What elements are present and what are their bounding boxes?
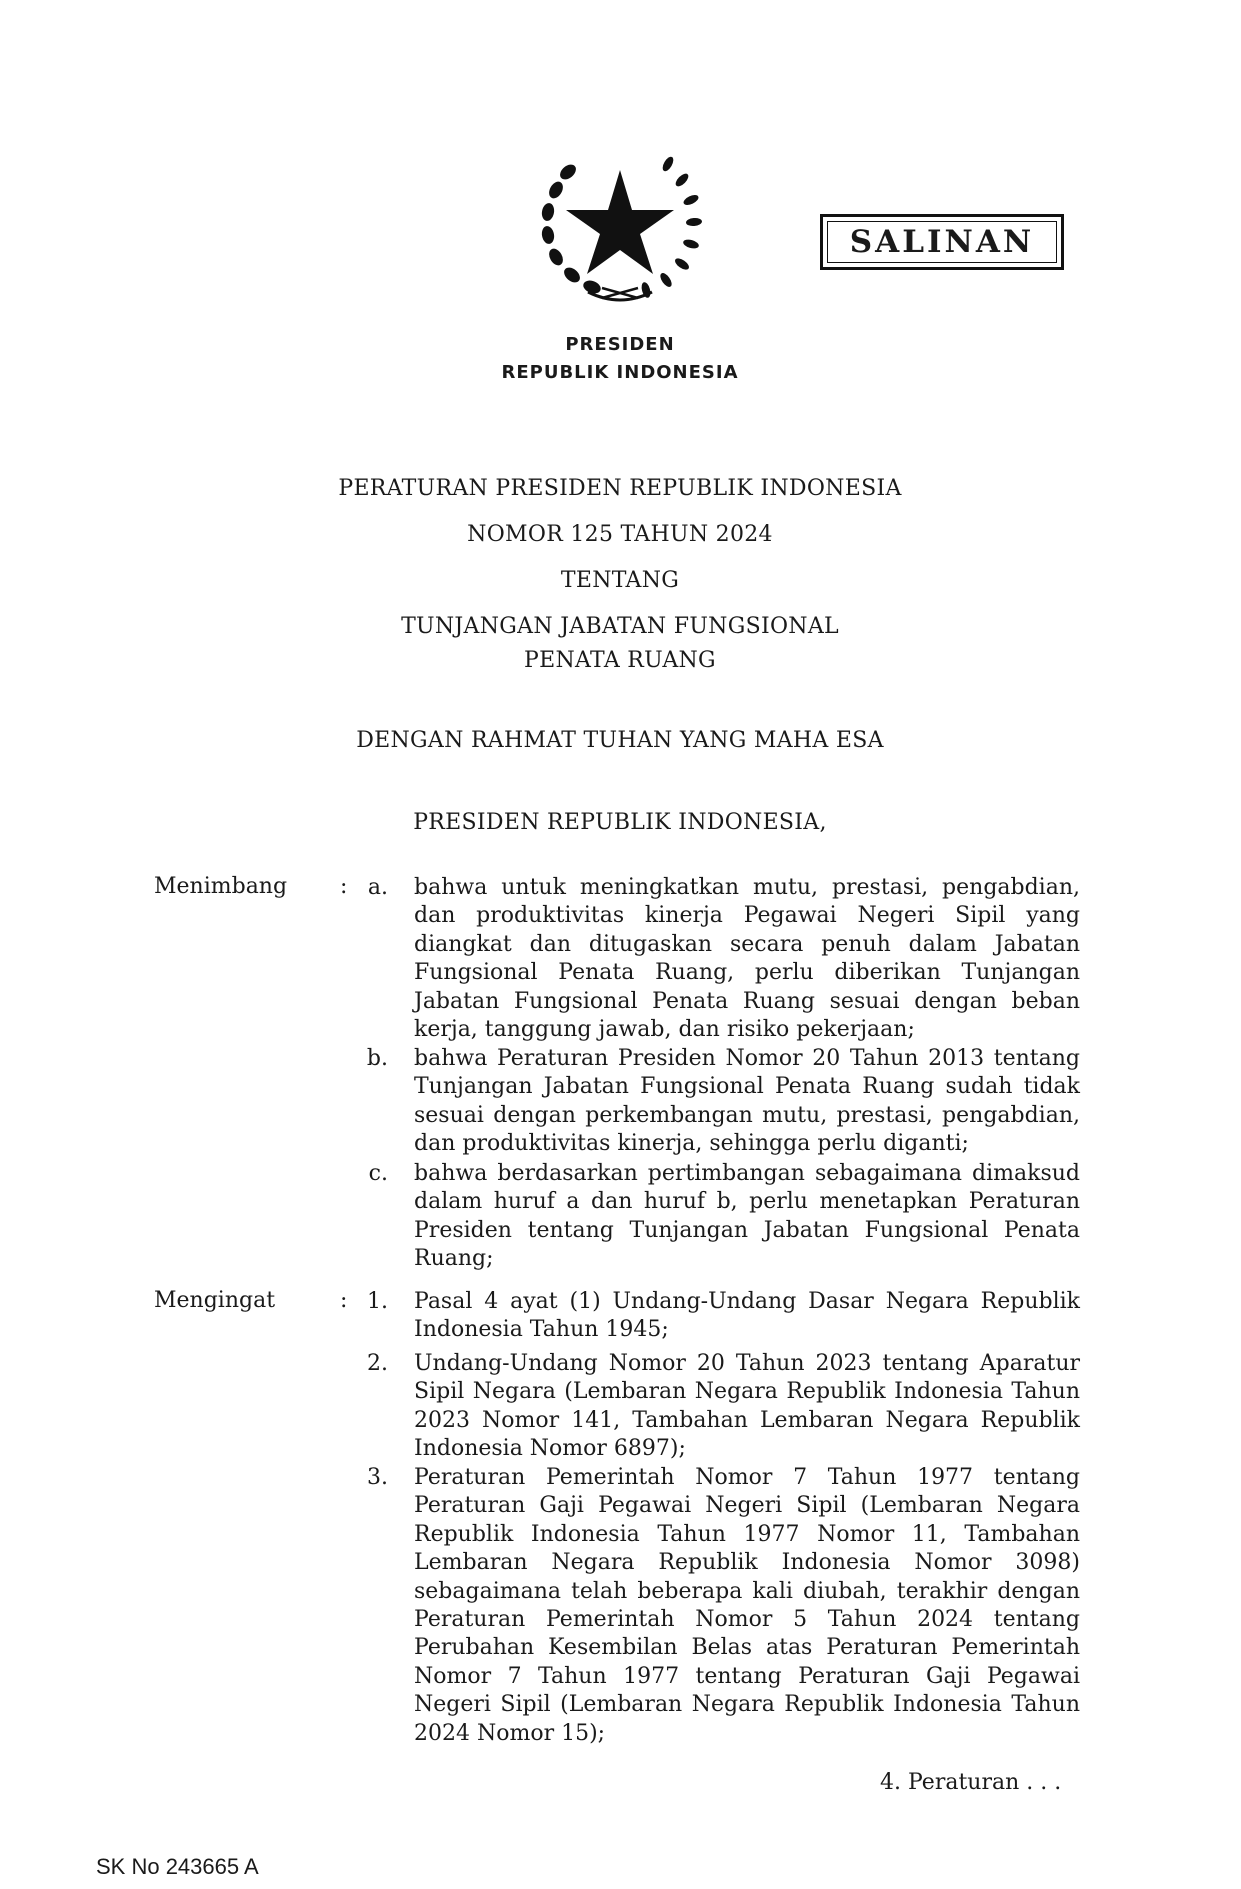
menimbang-item-a: [362, 874, 1080, 1044]
menimbang-item-c: [362, 1160, 1080, 1274]
emblem-label-presiden: PRESIDEN: [565, 334, 675, 355]
mengingat-item-3: [362, 1464, 1080, 1748]
item-marker: 2.: [367, 1351, 388, 1376]
menimbang-item-b: [362, 1045, 1080, 1159]
item-marker: c.: [368, 1161, 388, 1186]
menimbang-label: Menimbang: [154, 874, 288, 899]
item-marker: 3.: [367, 1465, 388, 1490]
title-line-2: NOMOR 125 TAHUN 2024: [467, 522, 773, 547]
title-line-4: TUNJANGAN JABATAN FUNGSIONAL: [401, 614, 839, 639]
item-text: Peraturan Pemerintah Nomor 7 Tahun 1977 tentang Peraturan Gaji Pegawai Negeri Sipil (Lembaran Negara Republik Indonesia Tahun 1977 Nomor 11, Tambahan Lembaran Negara Republik Indonesia Nomor 3098) sebagaimana telah beberapa kali diubah, terakhir dengan Peraturan Pemerintah Nomor 5 Tahun 2024 tentang Perubahan Kesembilan Belas atas Peraturan Pemerintah Nomor 7 Tahun 1977 tentang Peraturan Gaji Pegawai Negeri Sipil (Lembaran Negara Republik Indonesia Tahun 2024 Nomor 15);: [414, 1465, 1080, 1746]
item-text: Pasal 4 ayat (1) Undang-Undang Dasar Negara Republik Indonesia Tahun 1945;: [414, 1289, 1080, 1343]
president-heading: PRESIDEN REPUBLIK INDONESIA,: [413, 810, 827, 835]
title-line-1: PERATURAN PRESIDEN REPUBLIK INDONESIA: [338, 476, 902, 501]
emblem-label-republik: REPUBLIK INDONESIA: [501, 362, 739, 383]
item-marker: 1.: [367, 1289, 388, 1314]
garuda-star-emblem-icon: [528, 142, 712, 310]
title-line-3: TENTANG: [560, 568, 680, 593]
continued-marker: 4. Peraturan . . .: [880, 1770, 1062, 1795]
footer-code: SK No 243665 A: [96, 1854, 259, 1879]
item-text: bahwa berdasarkan pertimbangan sebagaimana dimaksud dalam huruf a dan huruf b, perlu menetapkan Peraturan Presiden tentang Tunjangan Jabatan Fungsional Penata Ruang;: [414, 1161, 1080, 1272]
item-text: Undang-Undang Nomor 20 Tahun 2023 tentang Aparatur Sipil Negara (Lembaran Negara Republik Indonesia Tahun 2023 Nomor 141, Tambahan Lembaran Negara Republik Indonesia Nomor 6897);: [414, 1351, 1080, 1462]
mengingat-item-2: [362, 1350, 1080, 1464]
menimbang-colon: :: [340, 874, 348, 899]
mengingat-label: Mengingat: [154, 1288, 276, 1313]
salinan-text: SALINAN: [849, 224, 1035, 260]
item-text: bahwa untuk meningkatkan mutu, prestasi, pengabdian, dan produktivitas kinerja Pegawai Negeri Sipil yang diangkat dan ditugaskan secara penuh dalam Jabatan Fungsional Penata Ruang, perlu diberikan Tunjangan Jabatan Fungsional Penata Ruang sesuai dengan beban kerja, tanggung jawab, dan risiko pekerjaan;: [414, 875, 1080, 1043]
item-marker: a.: [367, 875, 388, 900]
salinan-stamp: [820, 214, 1064, 270]
mengingat-colon: :: [340, 1288, 348, 1313]
item-text: bahwa Peraturan Presiden Nomor 20 Tahun 2013 tentang Tunjangan Jabatan Fungsional Penata Ruang sudah tidak sesuai dengan perkembangan mutu, prestasi, pengabdian, dan produktivitas kinerja, sehingga perlu diganti;: [414, 1046, 1080, 1157]
title-line-5: PENATA RUANG: [524, 648, 716, 673]
item-marker: b.: [366, 1046, 388, 1071]
invocation: DENGAN RAHMAT TUHAN YANG MAHA ESA: [356, 728, 884, 753]
mengingat-item-1: [362, 1288, 1080, 1345]
